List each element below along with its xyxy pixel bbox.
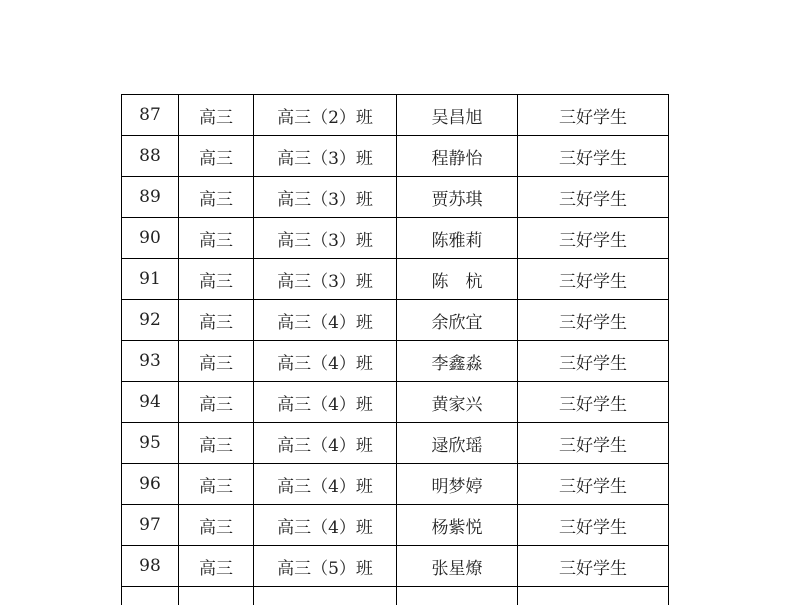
class-cell: 高三（4）班 <box>254 464 397 505</box>
student-name-cell: 明梦婷 <box>397 464 518 505</box>
award-cell: 三好学生 <box>518 546 669 587</box>
class-cell: 高三（4）班 <box>254 341 397 382</box>
row-number: 91 <box>122 259 179 300</box>
grade-cell: 高三 <box>179 136 254 177</box>
award-cell: 三好学生 <box>518 177 669 218</box>
table-row <box>122 546 669 587</box>
grade-cell: 高三 <box>179 464 254 505</box>
student-name-cell: 黄家兴 <box>397 382 518 423</box>
class-cell: 高三（2）班 <box>254 95 397 136</box>
empty-cell <box>179 587 254 605</box>
row-number: 94 <box>122 382 179 423</box>
award-cell: 三好学生 <box>518 382 669 423</box>
empty-cell <box>518 587 669 605</box>
grade-cell: 高三 <box>179 218 254 259</box>
award-cell: 三好学生 <box>518 218 669 259</box>
table-row <box>122 341 669 382</box>
table-row <box>122 259 669 300</box>
grade-cell: 高三 <box>179 341 254 382</box>
class-cell: 高三（4）班 <box>254 423 397 464</box>
table-row <box>122 218 669 259</box>
table-row <box>122 505 669 546</box>
grade-cell: 高三 <box>179 382 254 423</box>
empty-cell <box>254 587 397 605</box>
table-row <box>122 382 669 423</box>
class-cell: 高三（3）班 <box>254 177 397 218</box>
class-cell: 高三（3）班 <box>254 136 397 177</box>
class-cell: 高三（4）班 <box>254 382 397 423</box>
grade-cell: 高三 <box>179 300 254 341</box>
award-cell: 三好学生 <box>518 259 669 300</box>
class-cell: 高三（3）班 <box>254 259 397 300</box>
award-cell: 三好学生 <box>518 341 669 382</box>
student-name-cell: 张星燎 <box>397 546 518 587</box>
row-number: 90 <box>122 218 179 259</box>
row-number: 88 <box>122 136 179 177</box>
class-cell: 高三（3）班 <box>254 218 397 259</box>
award-cell: 三好学生 <box>518 300 669 341</box>
grade-cell: 高三 <box>179 505 254 546</box>
table-row <box>122 587 669 605</box>
row-number: 98 <box>122 546 179 587</box>
student-name-cell: 陈雅莉 <box>397 218 518 259</box>
student-name-cell: 吴昌旭 <box>397 95 518 136</box>
grade-cell: 高三 <box>179 95 254 136</box>
row-number: 96 <box>122 464 179 505</box>
class-cell: 高三（4）班 <box>254 505 397 546</box>
row-number: 97 <box>122 505 179 546</box>
table-row <box>122 95 669 136</box>
empty-cell <box>397 587 518 605</box>
student-name-cell: 杨紫悦 <box>397 505 518 546</box>
class-cell: 高三（5）班 <box>254 546 397 587</box>
row-number: 92 <box>122 300 179 341</box>
empty-cell <box>122 587 179 605</box>
award-cell: 三好学生 <box>518 423 669 464</box>
student-name-cell: 贾苏琪 <box>397 177 518 218</box>
row-number: 95 <box>122 423 179 464</box>
table-row <box>122 300 669 341</box>
student-name-cell: 逯欣瑶 <box>397 423 518 464</box>
row-number: 93 <box>122 341 179 382</box>
table-row <box>122 423 669 464</box>
table-row <box>122 464 669 505</box>
award-cell: 三好学生 <box>518 136 669 177</box>
award-cell: 三好学生 <box>518 505 669 546</box>
award-cell: 三好学生 <box>518 464 669 505</box>
award-cell: 三好学生 <box>518 95 669 136</box>
class-cell: 高三（4）班 <box>254 300 397 341</box>
grade-cell: 高三 <box>179 423 254 464</box>
student-name-cell: 余欣宜 <box>397 300 518 341</box>
grade-cell: 高三 <box>179 259 254 300</box>
student-name-cell: 陈 杭 <box>397 259 518 300</box>
student-name-cell: 程静怡 <box>397 136 518 177</box>
student-name-cell: 李鑫淼 <box>397 341 518 382</box>
row-number: 89 <box>122 177 179 218</box>
table-row <box>122 136 669 177</box>
row-number: 87 <box>122 95 179 136</box>
honor-list-table <box>121 94 669 605</box>
grade-cell: 高三 <box>179 546 254 587</box>
grade-cell: 高三 <box>179 177 254 218</box>
table-row <box>122 177 669 218</box>
